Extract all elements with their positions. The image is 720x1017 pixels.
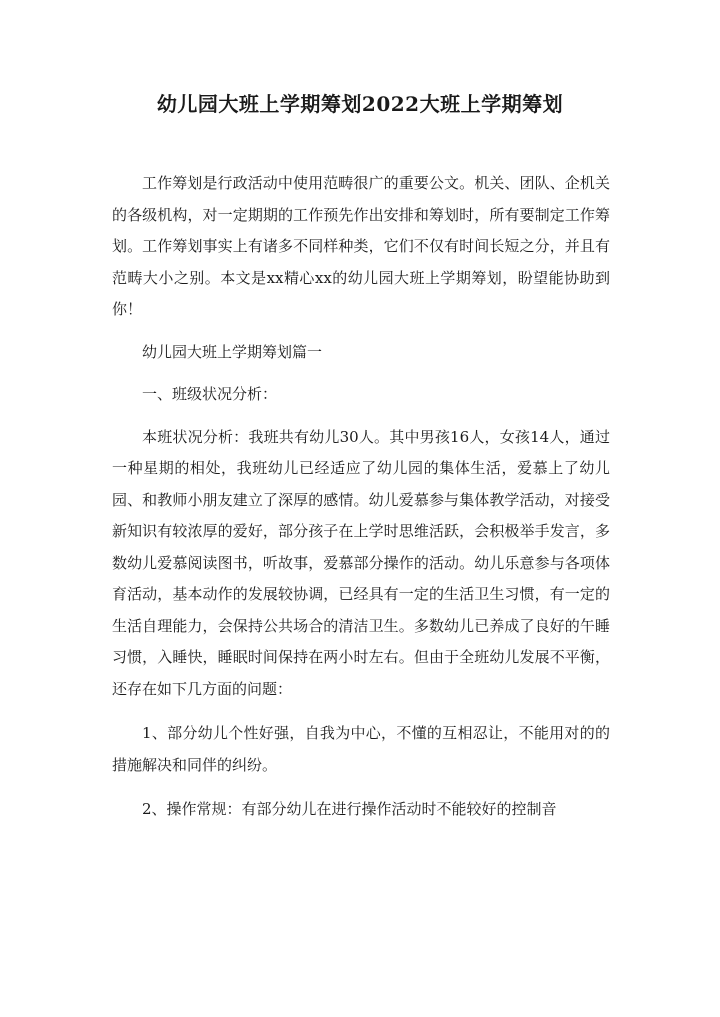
document-title: 幼儿园大班上学期筹划2022大班上学期筹划 [156, 92, 564, 116]
intro-paragraph: 工作筹划是行政活动中使用范畴很广的重要公文。机关、团队、企机关的各级机构，对一定期期的工作预先作出安排和筹划时，所有要制定工作筹划。工作筹划事实上有诸多不同样种类，它们不仅有时间长短之分，并且有范畴大小之别。本文是xx精心xx的幼儿园大班上学期筹划，盼望能协助到你！ [112, 174, 610, 318]
class-analysis-paragraph: 本班状况分析：我班共有幼儿30人。其中男孩16人，女孩14人，通过一种星期的相处，我班幼儿已经适应了幼儿园的集体生活，爱慕上了幼儿园、和教师小朋友建立了深厚的感情。幼儿爱慕参与集体教学活动，对接受新知识有较浓厚的爱好，部分孩子在上学时思维活跃，会积极举手发言，多数幼儿爱慕阅读图书，听故事，爱慕部分操作的活动。幼儿乐意参与各项体育活动，基本动作的发展较协调，已经具有一定的生活卫生习惯，有一定的生活自理能力，会保持公共场合的清洁卫生。多数幼儿已养成了良好的午睡习惯，入睡快，睡眠时间保持在两小时左右。但由于全班幼儿发展不平衡，还存在如下几方面的问题： [112, 427, 610, 698]
section-heading: 幼儿园大班上学期筹划篇一 [142, 342, 323, 361]
subsection-heading: 一、班级状况分析： [142, 385, 278, 403]
issue-item-1: 1、部分幼儿个性好强，自我为中心，不懂的互相忍让，不能用对的的措施解决和同伴的纠纷。 [112, 724, 610, 774]
issue-item-2: 2、操作常规：有部分幼儿在进行操作活动时不能较好的控制音 [142, 800, 557, 818]
document-body [112, 168, 610, 826]
